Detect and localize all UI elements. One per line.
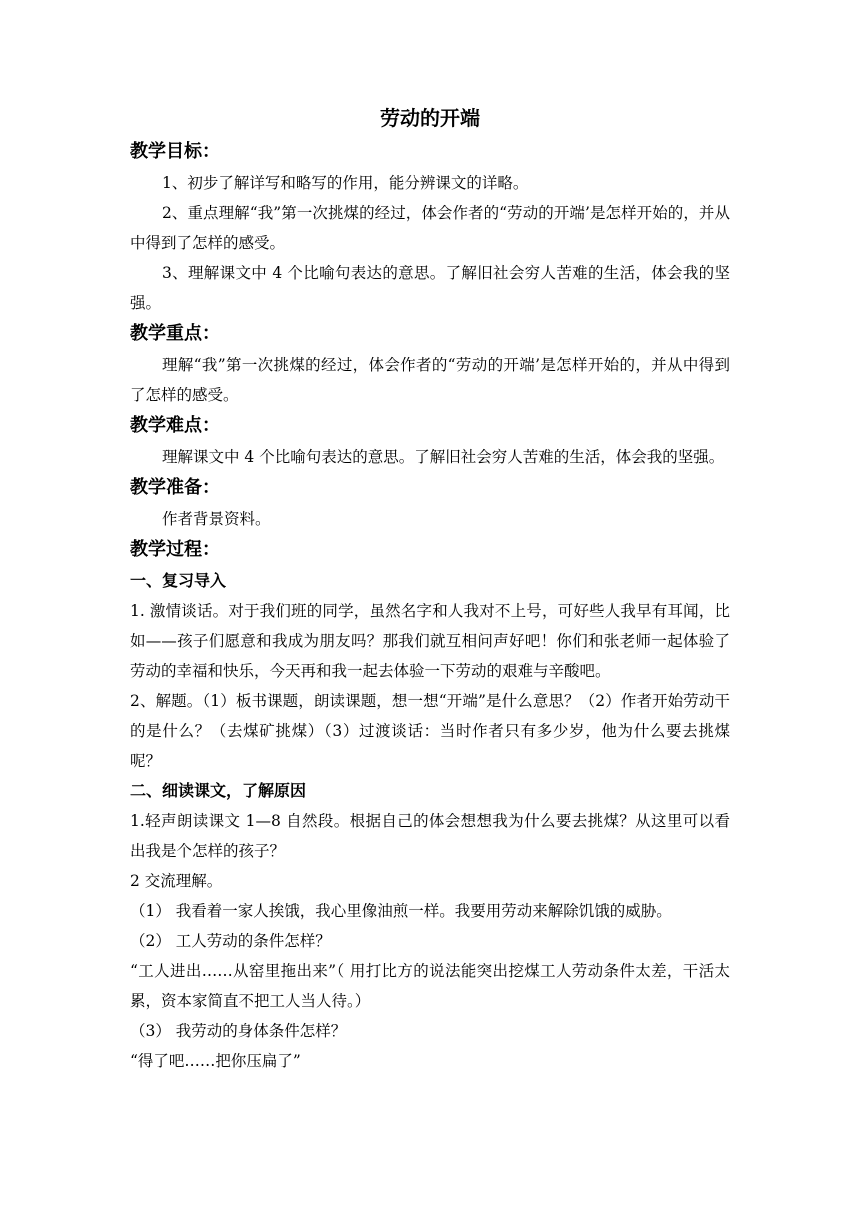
process-part2-paragraph-3: （1） 我看着一家人挨饿，我心里像油煎一样。我要用劳动来解除饥饿的威胁。	[130, 902, 672, 920]
process-part2-paragraph-2: 2 交流理解。	[130, 872, 223, 890]
process-part2-heading: 二、细读课文，了解原因	[130, 781, 307, 800]
process-part2-paragraph-7: “得了吧……把你压扁了”	[130, 1052, 301, 1070]
difficulties-heading: 教学难点：	[130, 415, 220, 436]
objective-item-2: 2、重点理解“我”第一次挑煤的经过，体会作者的“劳动的开端’是怎样开始的，并从中得到了怎样的感受。	[130, 204, 730, 252]
process-part1-heading: 一、复习导入	[130, 571, 227, 590]
objective-item-3: 3、理解课文中 4 个比喻句表达的意思。了解旧社会穷人苦难的生活，体会我的坚强。	[130, 264, 730, 312]
process-part1-paragraph-1: 1. 激情谈话。对于我们班的同学，虽然名字和人我对不上号，可好些人我早有耳闻，比如——孩子们愿意和我成为朋友吗？那我们就互相问声好吧！你们和张老师一起体验了劳动的幸福和快乐，今天再和我一起去体验一下劳动的艰难与辛酸吧。	[130, 602, 730, 680]
objectives-heading: 教学目标：	[130, 141, 220, 162]
process-part2-paragraph-4: （2） 工人劳动的条件怎样？	[130, 932, 331, 950]
process-heading: 教学过程：	[130, 539, 220, 560]
preparation-heading: 教学准备：	[130, 477, 220, 498]
difficulties-text: 理解课文中 4 个比喻句表达的意思。了解旧社会穷人苦难的生活，体会我的坚强。	[162, 448, 725, 466]
process-part2-paragraph-5: “工人进出……从窑里拖出来”（ 用打比方的说法能突出挖煤工人劳动条件太差，干活太累，资本家简直不把工人当人待。）	[130, 962, 730, 1010]
process-part2-paragraph-1: 1.轻声朗读课文 1—8 自然段。根据自己的体会想想我为什么要去挑煤？从这里可以看出我是个怎样的孩子？	[130, 812, 730, 860]
document-page	[130, 100, 730, 1076]
process-part1-paragraph-2: 2、解题。（1）板书课题，朗读课题，想一想“开端”是什么意思？（2）作者开始劳动干的是什么？（去煤矿挑煤）（3）过渡谈话：当时作者只有多少岁，他为什么要去挑煤呢？	[130, 692, 730, 770]
document-title: 劳动的开端	[380, 106, 480, 130]
objective-item-1: 1、初步了解详写和略写的作用，能分辨课文的详略。	[162, 174, 529, 192]
key-points-text: 理解“我”第一次挑煤的经过，体会作者的“劳动的开端’是怎样开始的，并从中得到了怎样的感受。	[130, 356, 730, 404]
key-points-heading: 教学重点：	[130, 323, 220, 344]
process-part2-paragraph-6: （3） 我劳动的身体条件怎样？	[130, 1022, 347, 1040]
preparation-text: 作者背景资料。	[162, 510, 271, 528]
